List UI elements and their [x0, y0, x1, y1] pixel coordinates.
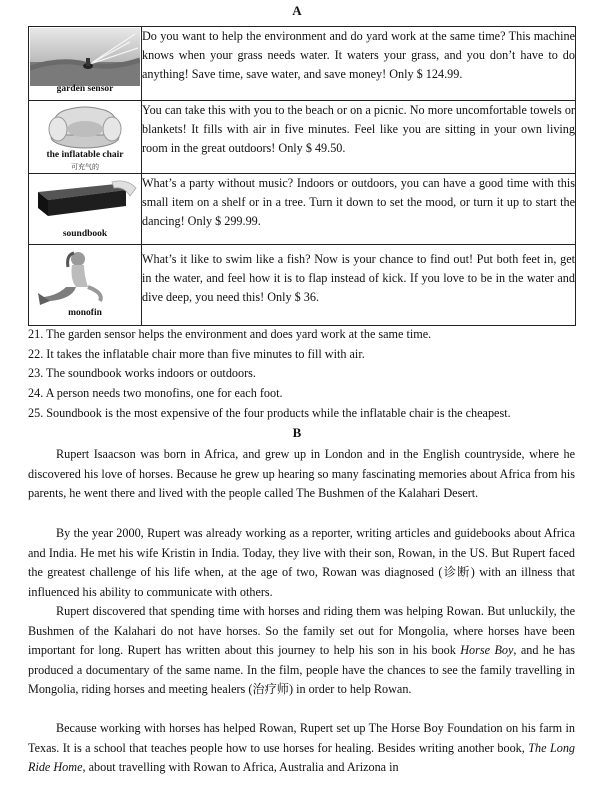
ad-image-cell [29, 101, 142, 174]
passage-paragraph-3 [28, 602, 575, 700]
question-22: 22. It takes the inflatable chair more than five minutes to fill with air. [28, 347, 365, 361]
ad-caption-chinese: 可充气的 [71, 163, 99, 171]
ad-row-garden-sensor [29, 27, 576, 101]
ad-image-cell [29, 27, 142, 101]
ad-image-cell [29, 245, 142, 326]
book-title: The Long Ride Home [28, 740, 576, 775]
passage-paragraph-2: By the year 2000, Rupert was already working as a reporter, writing articles and guidebooks about Africa and India. He met his wife Kristin in India. Today, they live with their son, Rowan, in the US. But Rupert faced the greatest challenge of his life when, at the age of two, Rowan was diagnosed (诊断) with an illness that influenced his ability to communicate with others. [28, 526, 575, 599]
question-21: 21. The garden sensor helps the environment and does yard work at the same time. [28, 327, 432, 341]
ad-description: You can take this with you to the beach or on a picnic. No more uncomfortable towels or blankets! It fills with air in five minutes. Feel like you are sitting in your own living room in the great outdoors! Only $ 49.50. [142, 101, 576, 174]
passage-paragraph-1: Rupert Isaacson was born in Africa, and grew up in London and in the English countryside, where he discovered his love of horses. Because he grew up hearing so many fascinating memories about Africa from his parents, he went there and lived with the people called The Bushmen of the Kalahari Desert. [28, 447, 575, 501]
ad-row-monofin [29, 245, 576, 326]
passage-paragraph-4 [28, 719, 575, 778]
ad-caption: the inflatable chair [46, 150, 124, 160]
section-b-label: B [292, 425, 302, 440]
ad-row-inflatable-chair [29, 101, 576, 174]
ad-description: Do you want to help the environment and do yard work at the same time? This machine knows when your grass needs water. It waters your grass, and you don’t have to do anything! Save time, save water, and save money! Only $ 124.99. [142, 27, 576, 101]
section-a-label: A [292, 3, 302, 18]
speaker-photo [30, 176, 140, 228]
paragraph-text: , about travelling with Rowan to Africa, Australia and Arizona in [82, 760, 399, 775]
ad-description: What’s a party without music? Indoors or outdoors, you can have a good time with this small item on a shelf or in a tree. Turn it down to set the mood, or turn it up to start the dancing! Only $ 299.99. [142, 174, 576, 245]
sprinkler-photo [30, 28, 140, 86]
paragraph-text: , and he has produced a documentary of the same name. In the film, people have the chances to see the family travelling in Mongolia, riding horses and meeting healers (治疗师) in order to help Rowan. [28, 643, 575, 697]
paragraph-text: Because working with horses has helped Rowan, Rupert set up The Horse Boy Foundation on his farm in Texas. It is a school that teaches people how to use horses for healing. Besides writing another book, [28, 721, 575, 755]
ad-description: What’s it like to swim like a fish? Now is your chance to find out! Put both feet in, get in the water, and feel how it is to flap instead of kick. If you love to be in the water and dive deep, you need this! Only $ 36. [142, 245, 576, 326]
question-23: 23. The soundbook works indoors or outdoors. [28, 366, 256, 380]
question-25: 25. Soundbook is the most expensive of the four products while the inflatable chair is the cheapest. [28, 406, 511, 420]
inflatable-chair-photo [30, 103, 140, 149]
product-ads-table [28, 26, 576, 326]
ad-row-soundbook [29, 174, 576, 245]
mermaid-photo [30, 247, 140, 307]
book-title: Horse Boy [460, 643, 514, 658]
ad-caption: soundbook [62, 229, 108, 239]
ad-caption: garden sensor [56, 84, 114, 94]
ad-image-cell [29, 174, 142, 245]
paragraph-text: Rupert discovered that spending time with horses and riding them was helping Rowan. But unluckily, the Bushmen of the Kalahari do not have horses. So the family set out for Mongolia, where horses have been important for long. Rupert has written about this journey to help his son in his book [28, 604, 575, 658]
ad-caption: monofin [68, 308, 102, 318]
question-24: 24. A person needs two monofins, one for each foot. [28, 386, 283, 400]
